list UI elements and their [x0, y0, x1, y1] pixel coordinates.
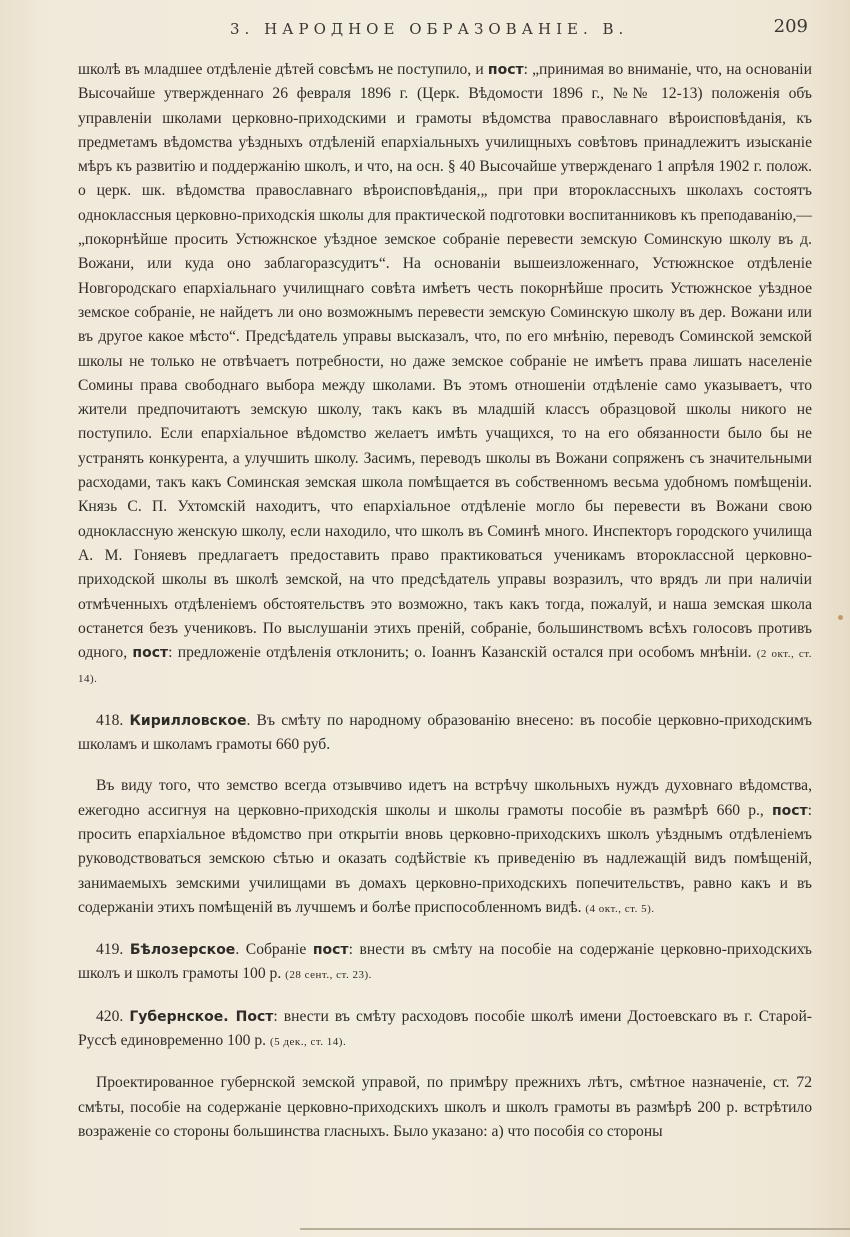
paragraph — [78, 1005, 812, 1055]
text-segment: . Собраніе — [235, 941, 313, 959]
text-segment: Проектированное губернской земской управой, по примѣру прежнихъ лѣтъ, смѣтное назначеніе, ст. 72 смѣты, пособіе на содержаніе церковно-приходскихъ школъ и школъ грамоты въ размѣрѣ 200 р. встрѣтило возраженіе со стороны большинства гласныхъ. Было указано: а) что пособія со стороны — [78, 1074, 812, 1140]
keyword: пост — [132, 645, 169, 662]
text-segment: 420. — [96, 1007, 130, 1025]
text-segment: . Въ смѣту по народному образованію внесено: въ пособіе церковно-приходскимъ школамъ и школамъ грамоты 660 руб. — [78, 711, 812, 754]
running-title: 3. НАРОДНОЕ ОБРАЗОВАНІЕ. В. — [230, 20, 629, 38]
page-number: 209 — [773, 16, 808, 37]
keyword: пост — [312, 942, 349, 959]
session-reference: (4 окт., ст. 5). — [585, 902, 655, 915]
session-reference: (5 дек., ст. 14). — [269, 1035, 347, 1048]
keyword: пост — [771, 802, 808, 819]
session-reference: (28 сент., ст. 23). — [285, 969, 372, 982]
paragraph — [78, 938, 812, 988]
text-segment: Въ виду того, что земство всегда отзывчиво идетъ на встрѣчу школьныхъ нуждъ духовнаго вѣдомства, ежегодно ассигнуя на церковно-приходскія школы и школы грамоты пособіе въ размѣрѣ 660 р., — [78, 777, 812, 819]
text-segment: 419. — [96, 941, 130, 959]
text-segment: : внести въ смѣту на пособіе на содержаніе церковно-приходскихъ школъ и школъ грамоты 100 р. — [78, 941, 812, 983]
paragraph — [78, 709, 812, 758]
keyword: Кирилловское — [129, 712, 247, 729]
keyword: пост — [487, 62, 524, 78]
text-segment: : „принимая во вниманіе, что, на основаніи Высочайше утвержденнаго 26 февраля 1896 г. (Церк. Вѣдомости 1896 г., №№ 12-13) положенія объ управленіи школами церковно-приходскими и грамоты вѣдомства православнаго вѣроисповѣданія, къ предметамъ вѣдомства уѣздныхъ отдѣленій епархіальныхъ училищныхъ совѣтовъ принадлежитъ изысканіе мѣръ къ развитію и поддержанію школъ, и что, на осн. § 40 Высочайше утвержденаго 1 апрѣля 1902 г. полож. о церк. шк. вѣдомства православнаго вѣроисповѣданія,„ при при второклассныхъ школахъ состоятъ одноклассныя церковно-приходскія школы для практической подготовки воспитанниковъ къ преподаванію,— „покорнѣйше просить Устюжнское уѣздное земское собраніе перевести земскую Соминскую школу въ д. Вожани, или куда оно заблагоразсудитъ“. На основаніи вышеизложеннаго, Устюжнское отдѣленіе Новгородскаго епархіальнаго училищнаго совѣта имѣетъ честь покорнѣйше просить Устюжнское уѣздное земское собраніе, не найдетъ ли оно возможнымъ перевести земскую Соминскую школу въ дер. Вожани или въ другое какое мѣсто“. Предсѣдатель управы высказалъ, что, по его мнѣнію, переводъ Соминской земской школы не только не отвѣчаетъ потребности, но даже земское собраніе не имѣетъ права лишать населеніе Сомины права свободнаго выбора между школами. Въ этомъ отношеніи отдѣленіе само указываетъ, что жители предпочитаютъ земскую школу, такъ какъ въ младшій классъ образцовой школы никого не поступило. Если епархіальное вѣдомство желаетъ имѣть учащихся, то на его обязанности было бы не устранять конкурента, а улучшить школу. Засимъ, переводъ школы въ Вожани сопряженъ съ значительными расходами, такъ какъ Соминская земская школа помѣщается въ собственномъ весьма удобномъ помѣщеніи. Князь С. П. Ухтомскій находитъ, что епархіальное отдѣленіе могло бы перевести въ Вожани свою одноклассную женскую школу, если находило, что школъ въ Соминѣ много. Инспекторъ городского училища А. М. Гоняевъ предлагаетъ предоставить право практиковаться ученикамъ второклассной церковно-приходской школы въ школѣ земской, на что предсѣдатель управы возразилъ, что врядъ ли при наличіи отмѣченныхъ отдѣленіемъ обстоятельствъ это возможно, такъ какъ тогда, пожалуй, и наша земская школа останется безъ учениковъ. По выслушаніи этихъ преній, собраніе, большинствомъ всѣхъ голосовъ противъ одного, — [78, 61, 812, 662]
session-reference: (2 окт., ст. 14). — [78, 648, 812, 686]
keyword: Бѣлозерское — [129, 942, 236, 959]
text-segment: : предложеніе отдѣленія отклонить; о. Іоаннъ Казанскій остался при особомъ мнѣніи. — [168, 644, 757, 662]
paragraph — [78, 774, 812, 921]
paragraph — [78, 1071, 812, 1144]
paper-stain — [838, 615, 843, 620]
page-header — [70, 14, 810, 44]
bottom-rule — [300, 1228, 850, 1230]
keyword: Губернское. Пост — [129, 1008, 274, 1025]
text-segment: : просить епархіальное вѣдомство при открытіи вновь церковно-приходскихъ школъ уѣзднымъ отдѣленіемъ руководствоваться земскою сѣтью и оказать содѣйствіе къ приведенію въ надлежащій видъ помѣщеній, занимаемыхъ земскими училищами въ домахъ церковно-приходскихъ попечительствъ, равно какъ и въ содержаніи этихъ помѣщеній въ лучшемъ и болѣе приспособленномъ видѣ. — [78, 801, 812, 916]
text-segment: : внести въ смѣту расходовъ пособіе школѣ имени Достоевскаго въ г. Старой-Руссѣ единовременно 100 р. — [78, 1007, 812, 1049]
paragraph — [78, 58, 812, 692]
text-segment: школѣ въ младшее отдѣленіе дѣтей совсѣмъ не поступило, и — [78, 61, 488, 78]
body-text — [78, 58, 812, 1144]
text-segment: 418. — [96, 711, 130, 729]
